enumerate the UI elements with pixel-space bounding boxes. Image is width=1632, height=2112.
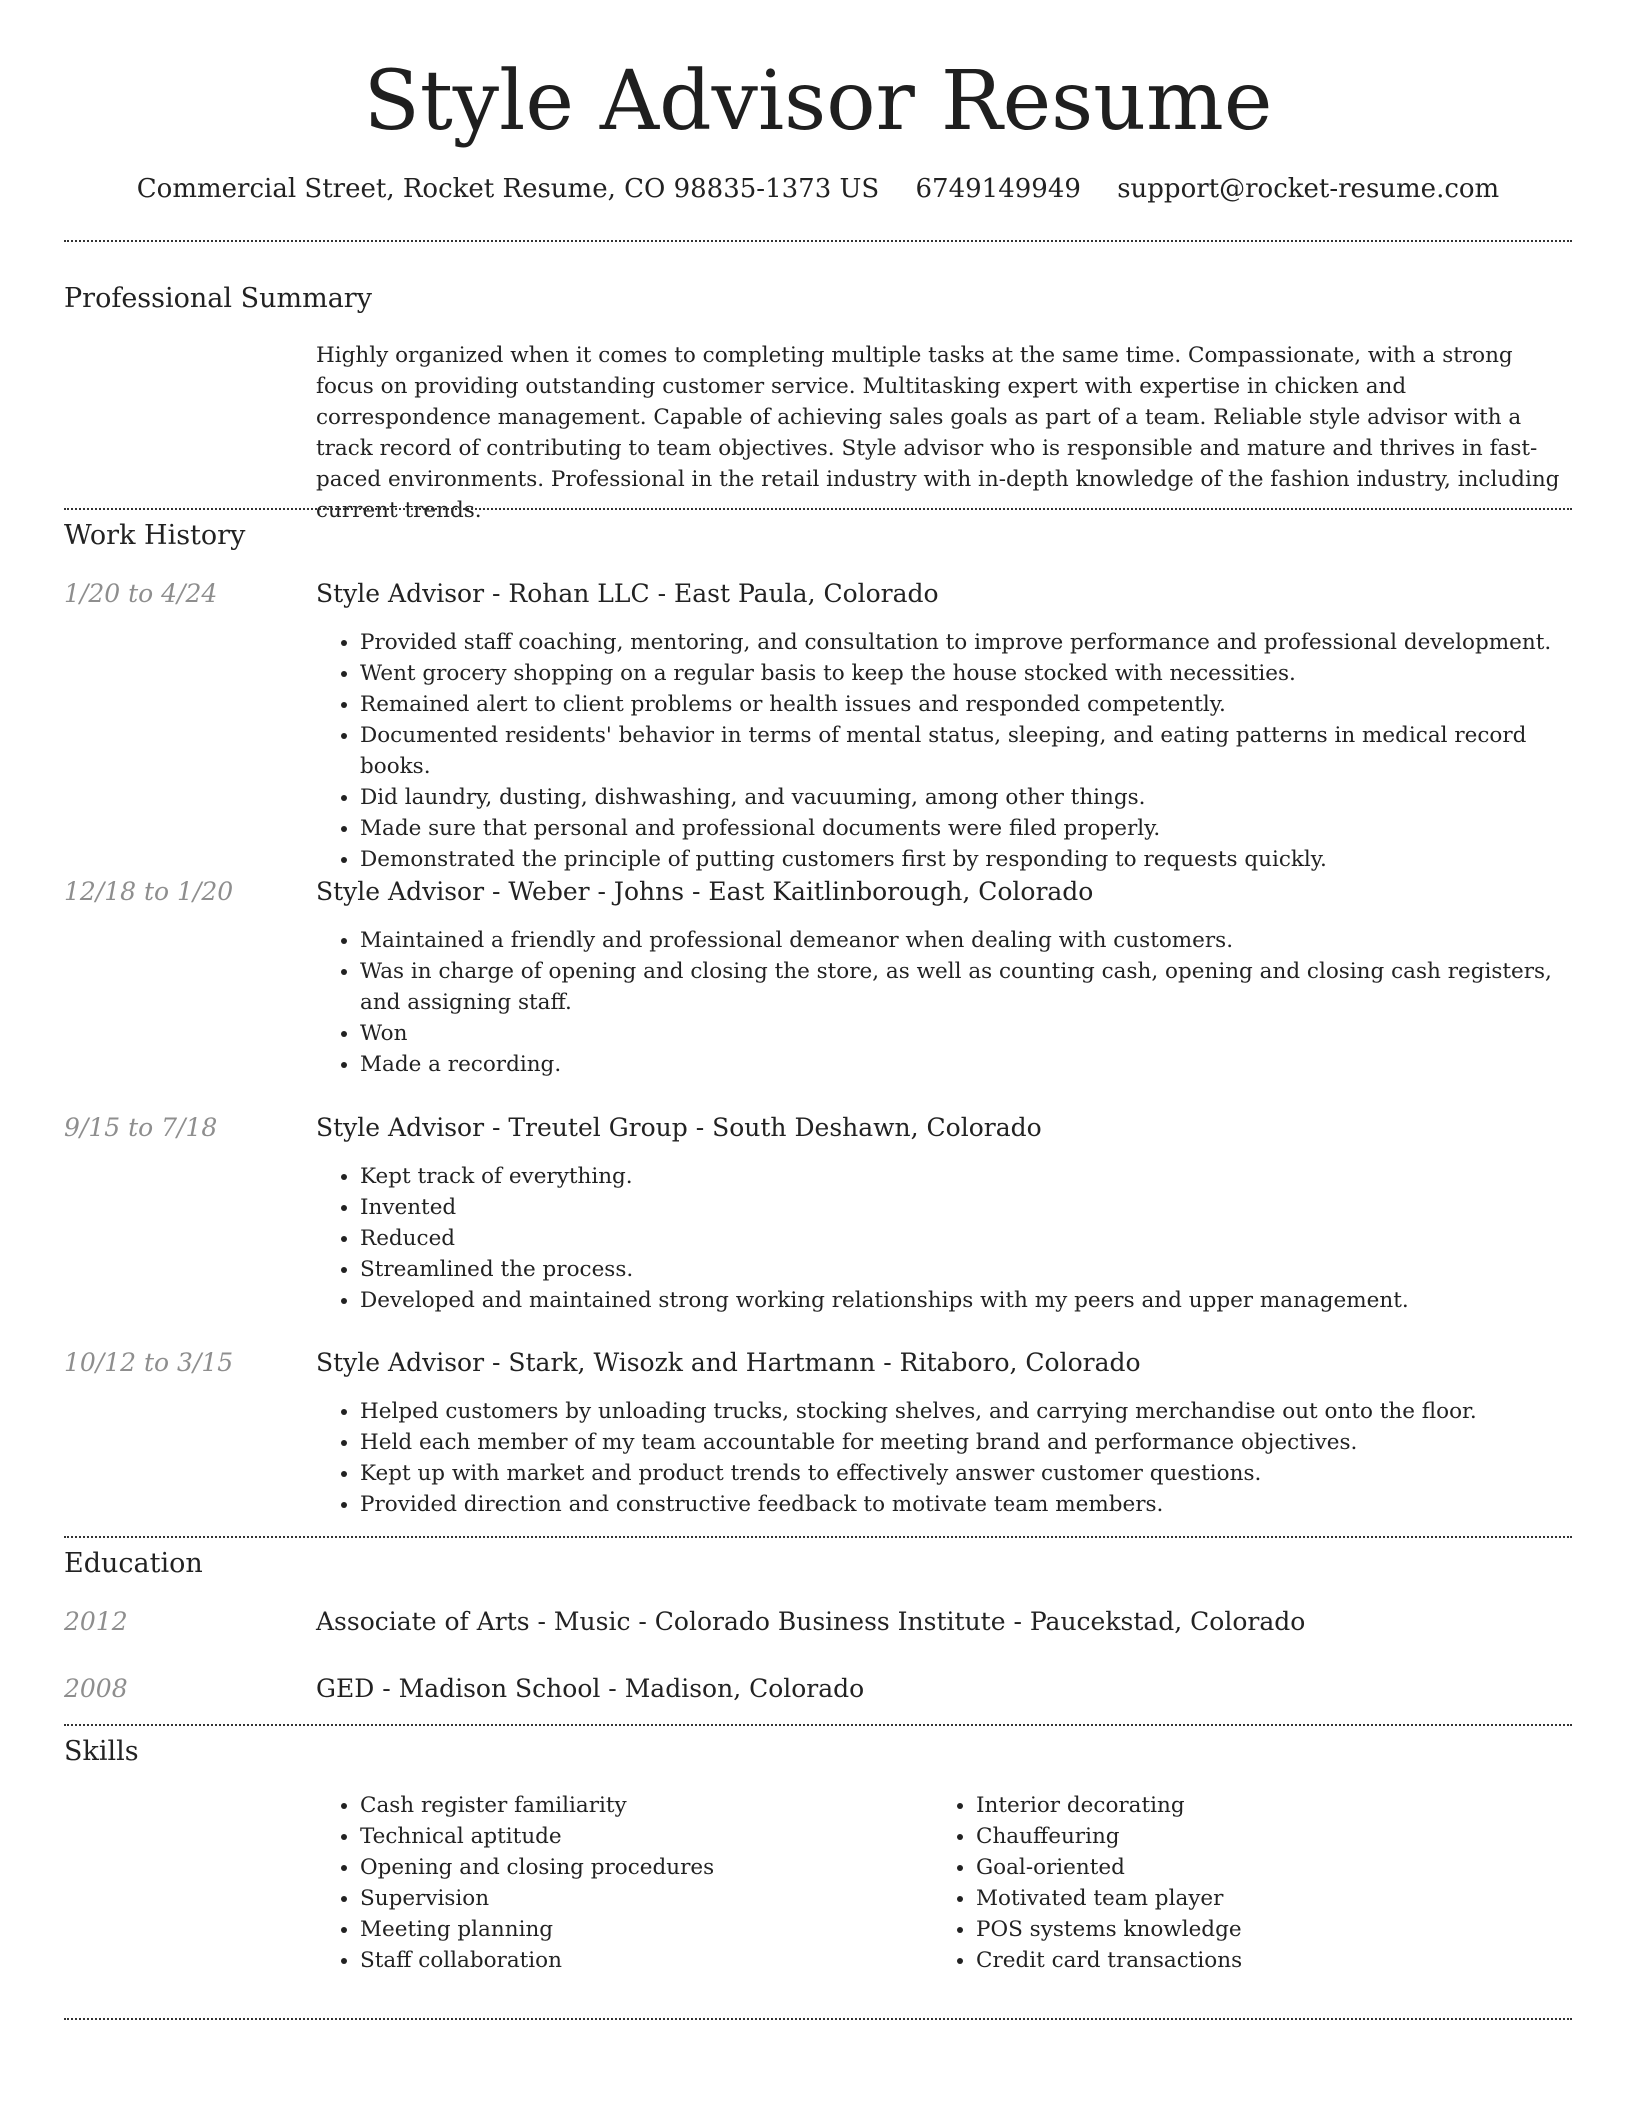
contact-phone: 6749149949 (915, 174, 1081, 204)
section-title-skills: Skills (64, 1736, 139, 1767)
divider (64, 1536, 1572, 1538)
education-year: 2012 (64, 1607, 128, 1636)
divider (64, 1724, 1572, 1726)
skill-item: • Meeting planning (360, 1914, 916, 1945)
skill-item: • Opening and closing procedures (360, 1852, 916, 1883)
job-bullets (316, 627, 1572, 875)
job-bullet: • Was in charge of opening and closing the store, as well as counting cash, opening and closing cash registers, and assigning staff. (360, 956, 1572, 1018)
divider (64, 2018, 1572, 2020)
job-dates: 1/20 to 4/24 (64, 579, 218, 608)
job-bullets (316, 1161, 1572, 1316)
skill-item: • Interior decorating (976, 1790, 1532, 1821)
skill-item: • Technical aptitude (360, 1821, 916, 1852)
job-bullet: • Won (360, 1018, 1572, 1049)
job-bullet: • Made sure that personal and professional documents were filed properly. (360, 813, 1572, 844)
job-bullet: • Remained alert to client problems or health issues and responded competently. (360, 689, 1572, 720)
skill-item: • Goal-oriented (976, 1852, 1532, 1883)
section-title-summary: Professional Summary (64, 283, 372, 314)
job-bullet: • Made a recording. (360, 1049, 1572, 1080)
job-bullet: • Went grocery shopping on a regular basis to keep the house stocked with necessities. (360, 658, 1572, 689)
skill-item: • Cash register familiarity (360, 1790, 916, 1821)
summary-text: Highly organized when it comes to completing multiple tasks at the same time. Compassionate, with a strong focus on providing outstanding customer service. Multitasking expert with expertise in chicken and correspondence management. Capable of achieving sales goals as part of a team. Reliable style advisor with a track record of contributing to team objectives. Style advisor who is responsible and mature and thrives in fast-paced environments. Professional in the retail industry with in-depth knowledge of the fashion industry, including current trends. (316, 343, 1560, 523)
skills-list-left (316, 1790, 916, 1976)
job-bullet: • Reduced (360, 1223, 1572, 1254)
job-heading: Style Advisor - Treutel Group - South Deshawn, Colorado (316, 1113, 1042, 1142)
contact-line (64, 170, 1572, 208)
skill-item: • Motivated team player (976, 1883, 1532, 1914)
skill-item: • Staff collaboration (360, 1945, 916, 1976)
job-bullet: • Kept track of everything. (360, 1161, 1572, 1192)
skill-item: • Chauffeuring (976, 1821, 1532, 1852)
job-dates: 10/12 to 3/15 (64, 1348, 234, 1377)
section-title-education: Education (64, 1548, 203, 1579)
skill-item: • POS systems knowledge (976, 1914, 1532, 1945)
job-heading: Style Advisor - Stark, Wisozk and Hartmann - Ritaboro, Colorado (316, 1348, 1141, 1377)
education-year: 2008 (64, 1674, 128, 1703)
job-bullets (316, 1396, 1572, 1520)
job-dates: 9/15 to 7/18 (64, 1113, 218, 1142)
job-bullet: • Documented residents' behavior in terms of mental status, sleeping, and eating patterns in medical record books. (360, 720, 1572, 782)
job-bullet: • Helped customers by unloading trucks, stocking shelves, and carrying merchandise out onto the floor. (360, 1396, 1572, 1427)
resume-name: Style Advisor Resume (363, 54, 1273, 149)
job-bullet: • Held each member of my team accountable for meeting brand and performance objectives. (360, 1427, 1572, 1458)
job-bullet: • Streamlined the process. (360, 1254, 1572, 1285)
job-bullet: • Demonstrated the principle of putting customers first by responding to requests quickly. (360, 844, 1572, 875)
skills-list-right (932, 1790, 1532, 1976)
job-dates: 12/18 to 1/20 (64, 877, 234, 906)
job-heading: Style Advisor - Weber - Johns - East Kaitlinborough, Colorado (316, 877, 1094, 906)
skill-item: • Credit card transactions (976, 1945, 1532, 1976)
skill-item: • Supervision (360, 1883, 916, 1914)
job-bullet: • Maintained a friendly and professional demeanor when dealing with customers. (360, 925, 1572, 956)
job-bullet: • Kept up with market and product trends to effectively answer customer questions. (360, 1458, 1572, 1489)
education-heading: Associate of Arts - Music - Colorado Business Institute - Paucekstad, Colorado (316, 1607, 1306, 1636)
contact-address: Commercial Street, Rocket Resume, CO 98835-1373 US (136, 174, 880, 204)
job-bullet: • Provided direction and constructive feedback to motivate team members. (360, 1489, 1572, 1520)
job-bullet: • Developed and maintained strong working relationships with my peers and upper management. (360, 1285, 1572, 1316)
education-heading: GED - Madison School - Madison, Colorado (316, 1674, 865, 1703)
job-bullet: • Provided staff coaching, mentoring, and consultation to improve performance and professional development. (360, 627, 1572, 658)
job-heading: Style Advisor - Rohan LLC - East Paula, Colorado (316, 579, 939, 608)
contact-email: support@rocket-resume.com (1117, 174, 1500, 204)
job-bullets (316, 925, 1572, 1080)
divider (64, 240, 1572, 242)
job-bullet: • Did laundry, dusting, dishwashing, and vacuuming, among other things. (360, 782, 1572, 813)
section-title-work-history: Work History (64, 520, 246, 551)
job-bullet: • Invented (360, 1192, 1572, 1223)
divider (64, 508, 1572, 510)
